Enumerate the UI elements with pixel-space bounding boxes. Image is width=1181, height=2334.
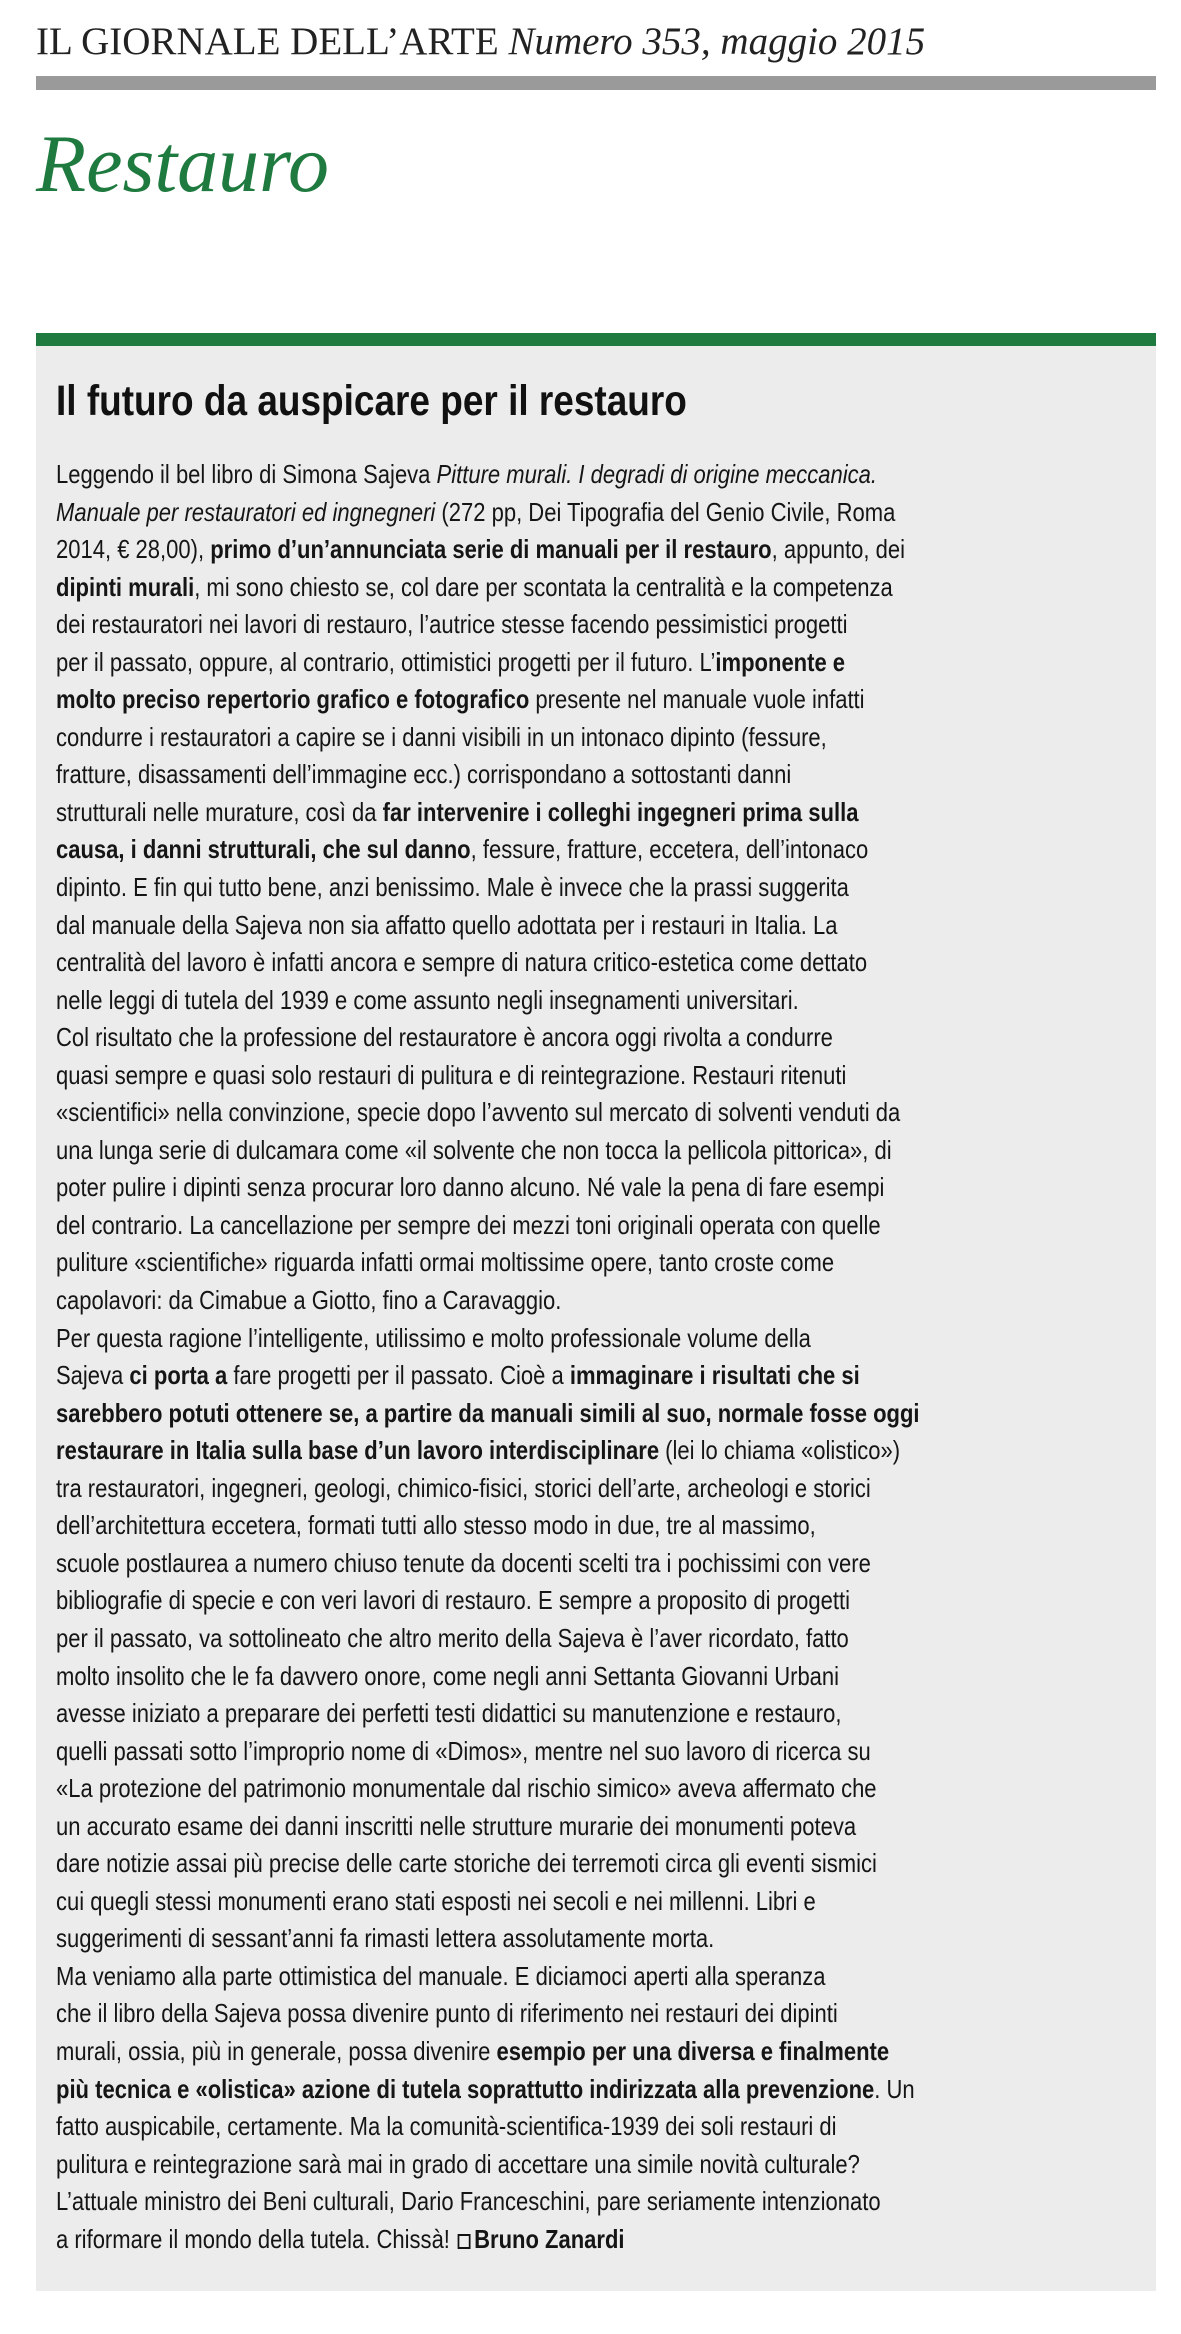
text-run: Per questa ragione l’intelligente, utilissimo e molto professionale volume della — [56, 1324, 811, 1353]
article-line — [56, 1020, 1131, 1058]
article-line — [56, 1809, 1131, 1847]
text-run: murali, ossia, più in generale, possa divenire — [56, 2037, 497, 2066]
text-run: fratture, disassamenti dell’immagine ecc.) corrispondano a sottostanti danni — [56, 761, 792, 790]
text-run: Col risultato che la professione del restauratore è ancora oggi rivolta a condurre — [56, 1024, 833, 1053]
article-line — [56, 1959, 1131, 1997]
text-run: esempio per una diversa e finalmente — [496, 2037, 890, 2066]
article-line — [56, 1996, 1131, 2034]
article-line — [56, 1245, 1131, 1283]
text-run: dipinto. E fin qui tutto bene, anzi benissimo. Male è invece che la prassi suggerita — [56, 874, 849, 903]
text-run: 2014, € 28,00), — [56, 536, 211, 565]
end-square-icon — [458, 2234, 471, 2249]
text-run: (lei lo chiama «olistico») — [659, 1437, 901, 1466]
article-line — [56, 1734, 1131, 1772]
article-line — [56, 457, 1131, 495]
text-run: capolavori: da Cimabue a Giotto, fino a Caravaggio. — [56, 1287, 562, 1316]
masthead — [36, 22, 1146, 62]
article-line — [56, 945, 1131, 983]
article-line — [56, 1133, 1131, 1171]
article-line — [56, 532, 1131, 570]
article-line — [56, 1508, 1131, 1546]
text-run: molto preciso repertorio grafico e fotografico — [56, 686, 530, 715]
text-run: cui quegli stessi monumenti erano stati esposti nei secoli e nei millenni. Libri e — [56, 1887, 816, 1916]
article-line — [56, 495, 1131, 533]
text-run: Pitture murali. I degradi di origine meccanica. — [436, 461, 877, 489]
text-run: pulitura e reintegrazione sarà mai in grado di accettare una simile novità culturale? — [56, 2150, 860, 2179]
article-line — [56, 570, 1131, 608]
article-line — [56, 1095, 1131, 1133]
article-line — [56, 2147, 1131, 2185]
text-run: dare notizie assai più precise delle carte storiche dei terremoti circa gli eventi sismici — [56, 1850, 877, 1879]
article-author: Bruno Zanardi — [474, 2225, 625, 2254]
article-line — [56, 1846, 1131, 1884]
text-run: una lunga serie di dulcamara come «il solvente che non tocca la pellicola pittorica», di — [56, 1136, 892, 1165]
text-run: imponente e — [715, 648, 846, 677]
text-run: . Un — [874, 2075, 915, 2104]
article-body — [56, 457, 1131, 2259]
text-run: dei restauratori nei lavori di restauro, l’autrice stesse facendo pessimistici progetti — [56, 611, 848, 640]
text-run: poter pulire i dipinti senza procurar loro danno alcuno. Né vale la pena di fare esempi — [56, 1174, 885, 1203]
article-line — [56, 645, 1131, 683]
article-top-rule — [36, 333, 1156, 346]
text-run: L’attuale ministro dei Beni culturali, Dario Franceschini, pare seriamente intenzionato — [56, 2188, 881, 2217]
text-run: del contrario. La cancellazione per sempre dei mezzi toni originali operata con quelle — [56, 1211, 881, 1240]
text-run: strutturali nelle murature, così da — [56, 798, 383, 827]
article-headline: Il futuro da auspicare per il restauro — [56, 377, 687, 425]
article-line — [56, 1208, 1131, 1246]
text-run: , fessure, fratture, eccetera, dell’intonaco — [470, 836, 869, 865]
text-run: Sajeva — [56, 1362, 130, 1391]
article-line — [56, 2184, 1131, 2222]
text-run: a riformare il mondo della tutela. Chissà! — [56, 2225, 457, 2254]
text-run: , appunto, dei — [771, 536, 906, 565]
section-title: Restauro — [36, 118, 330, 209]
text-run: un accurato esame dei danni inscritti nelle strutture murarie dei monumenti poteva — [56, 1812, 857, 1841]
text-run: sarebbero potuti ottenere se, a partire da manuali simili al suo, normale fosse oggi — [56, 1399, 920, 1428]
text-run: «La protezione del patrimonio monumentale dal rischio simico» aveva affermato che — [56, 1775, 877, 1804]
text-run: (272 pp, Dei Tipografia del Genio Civile, Roma — [435, 498, 896, 527]
text-run: scuole postlaurea a numero chiuso tenute da docenti scelti tra i pochissimi con vere — [56, 1549, 871, 1578]
article-line — [56, 607, 1131, 645]
article-line — [56, 720, 1131, 758]
text-run: condurre i restauratori a capire se i danni visibili in un intonaco dipinto (fessure, — [56, 723, 827, 752]
article-line — [56, 2109, 1131, 2147]
article-line — [56, 983, 1131, 1021]
text-run: nelle leggi di tutela del 1939 e come assunto negli insegnamenti universitari. — [56, 986, 799, 1015]
text-run: che il libro della Sajeva possa divenire punto di riferimento nei restauri dei dipinti — [56, 2000, 838, 2029]
article-line — [56, 1696, 1131, 1734]
article-line — [56, 2072, 1131, 2110]
article-line — [56, 1884, 1131, 1922]
article-line — [56, 1321, 1131, 1359]
article-line — [56, 2034, 1131, 2072]
article-line — [56, 1621, 1131, 1659]
text-run: per il passato, oppure, al contrario, ottimistici progetti per il futuro. L’ — [56, 648, 716, 677]
text-run: avesse iniziato a preparare dei perfetti testi didattici su manutenzione e restauro, — [56, 1700, 842, 1729]
article-line — [56, 1283, 1131, 1321]
text-run: tra restauratori, ingegneri, geologi, chimico-fisici, storici dell’arte, archeologi e storici — [56, 1474, 871, 1503]
article-line — [56, 908, 1131, 946]
text-run: suggerimenti di sessant’anni fa rimasti lettera assolutamente morta. — [56, 1925, 715, 1954]
text-run: causa, i danni strutturali, che sul danno — [56, 836, 471, 865]
article-line — [56, 1170, 1131, 1208]
text-run: ci porta a — [129, 1362, 228, 1391]
text-run: dal manuale della Sajeva non sia affatto quello adottata per i restauri in Italia. La — [56, 911, 838, 940]
publication-name: IL GIORNALE DELL’ARTE — [36, 20, 499, 63]
article-line — [56, 757, 1131, 795]
article-line — [56, 795, 1131, 833]
masthead-rule — [36, 76, 1156, 90]
text-run: presente nel manuale vuole infatti — [529, 686, 865, 715]
article-line — [56, 1471, 1131, 1509]
text-run: fare progetti per il passato. Cioè a — [227, 1362, 570, 1391]
text-run: bibliografie di specie e con veri lavori di restauro. E sempre a proposito di progetti — [56, 1587, 851, 1616]
text-run: per il passato, va sottolineato che altro merito della Sajeva è l’aver ricordato, fatto — [56, 1624, 849, 1653]
article-line — [56, 1771, 1131, 1809]
article-line — [56, 1546, 1131, 1584]
text-run: fatto auspicabile, certamente. Ma la comunità-scientifica-1939 dei soli restauri di — [56, 2113, 837, 2142]
text-run: Ma veniamo alla parte ottimistica del manuale. E diciamoci aperti alla speranza — [56, 1962, 826, 1991]
text-run: dipinti murali — [56, 573, 195, 602]
article-box — [36, 333, 1156, 2291]
text-run: far intervenire i colleghi ingegneri prima sulla — [382, 798, 859, 827]
text-run: primo d’un’annunciata serie di manuali per il restauro — [210, 536, 772, 565]
article-line — [56, 1396, 1131, 1434]
article-line — [56, 1058, 1131, 1096]
text-run: più tecnica e «olistica» azione di tutela soprattutto indirizzata alla prevenzione — [56, 2075, 875, 2104]
text-run: quelli passati sotto l’improprio nome di «Dimos», mentre nel suo lavoro di ricerca su — [56, 1737, 871, 1766]
article-line — [56, 1583, 1131, 1621]
article-line — [56, 1659, 1131, 1697]
text-run: dell’architettura eccetera, formati tutti allo stesso modo in due, tre al massimo, — [56, 1512, 816, 1541]
article-line — [56, 2222, 1131, 2260]
text-run: Manuale per restauratori ed ingnegneri — [56, 498, 436, 527]
article-line — [56, 1433, 1131, 1471]
article-line — [56, 870, 1131, 908]
text-run: Leggendo il bel libro di Simona Sajeva — [56, 461, 437, 489]
article-line — [56, 682, 1131, 720]
text-run: puliture «scientifiche» riguarda infatti ormai moltissime opere, tanto croste come — [56, 1249, 835, 1278]
issue-info: Numero 353, maggio 2015 — [508, 20, 926, 63]
article-line — [56, 1358, 1131, 1396]
text-run: restaurare in Italia sulla base d’un lavoro interdisciplinare — [56, 1437, 660, 1466]
text-run: , mi sono chiesto se, col dare per scontata la centralità e la competenza — [194, 573, 893, 602]
text-run: quasi sempre e quasi solo restauri di pulitura e di reintegrazione. Restauri ritenuti — [56, 1061, 847, 1090]
text-run: molto insolito che le fa davvero onore, come negli anni Settanta Giovanni Urbani — [56, 1662, 840, 1691]
text-run: immaginare i risultati che si — [569, 1362, 860, 1391]
article-line — [56, 832, 1131, 870]
article-line — [56, 1921, 1131, 1959]
text-run: centralità del lavoro è infatti ancora e sempre di natura critico-estetica come dettato — [56, 949, 868, 978]
text-run: «scientifici» nella convinzione, specie dopo l’avvento sul mercato di solventi venduti da — [56, 1099, 901, 1128]
